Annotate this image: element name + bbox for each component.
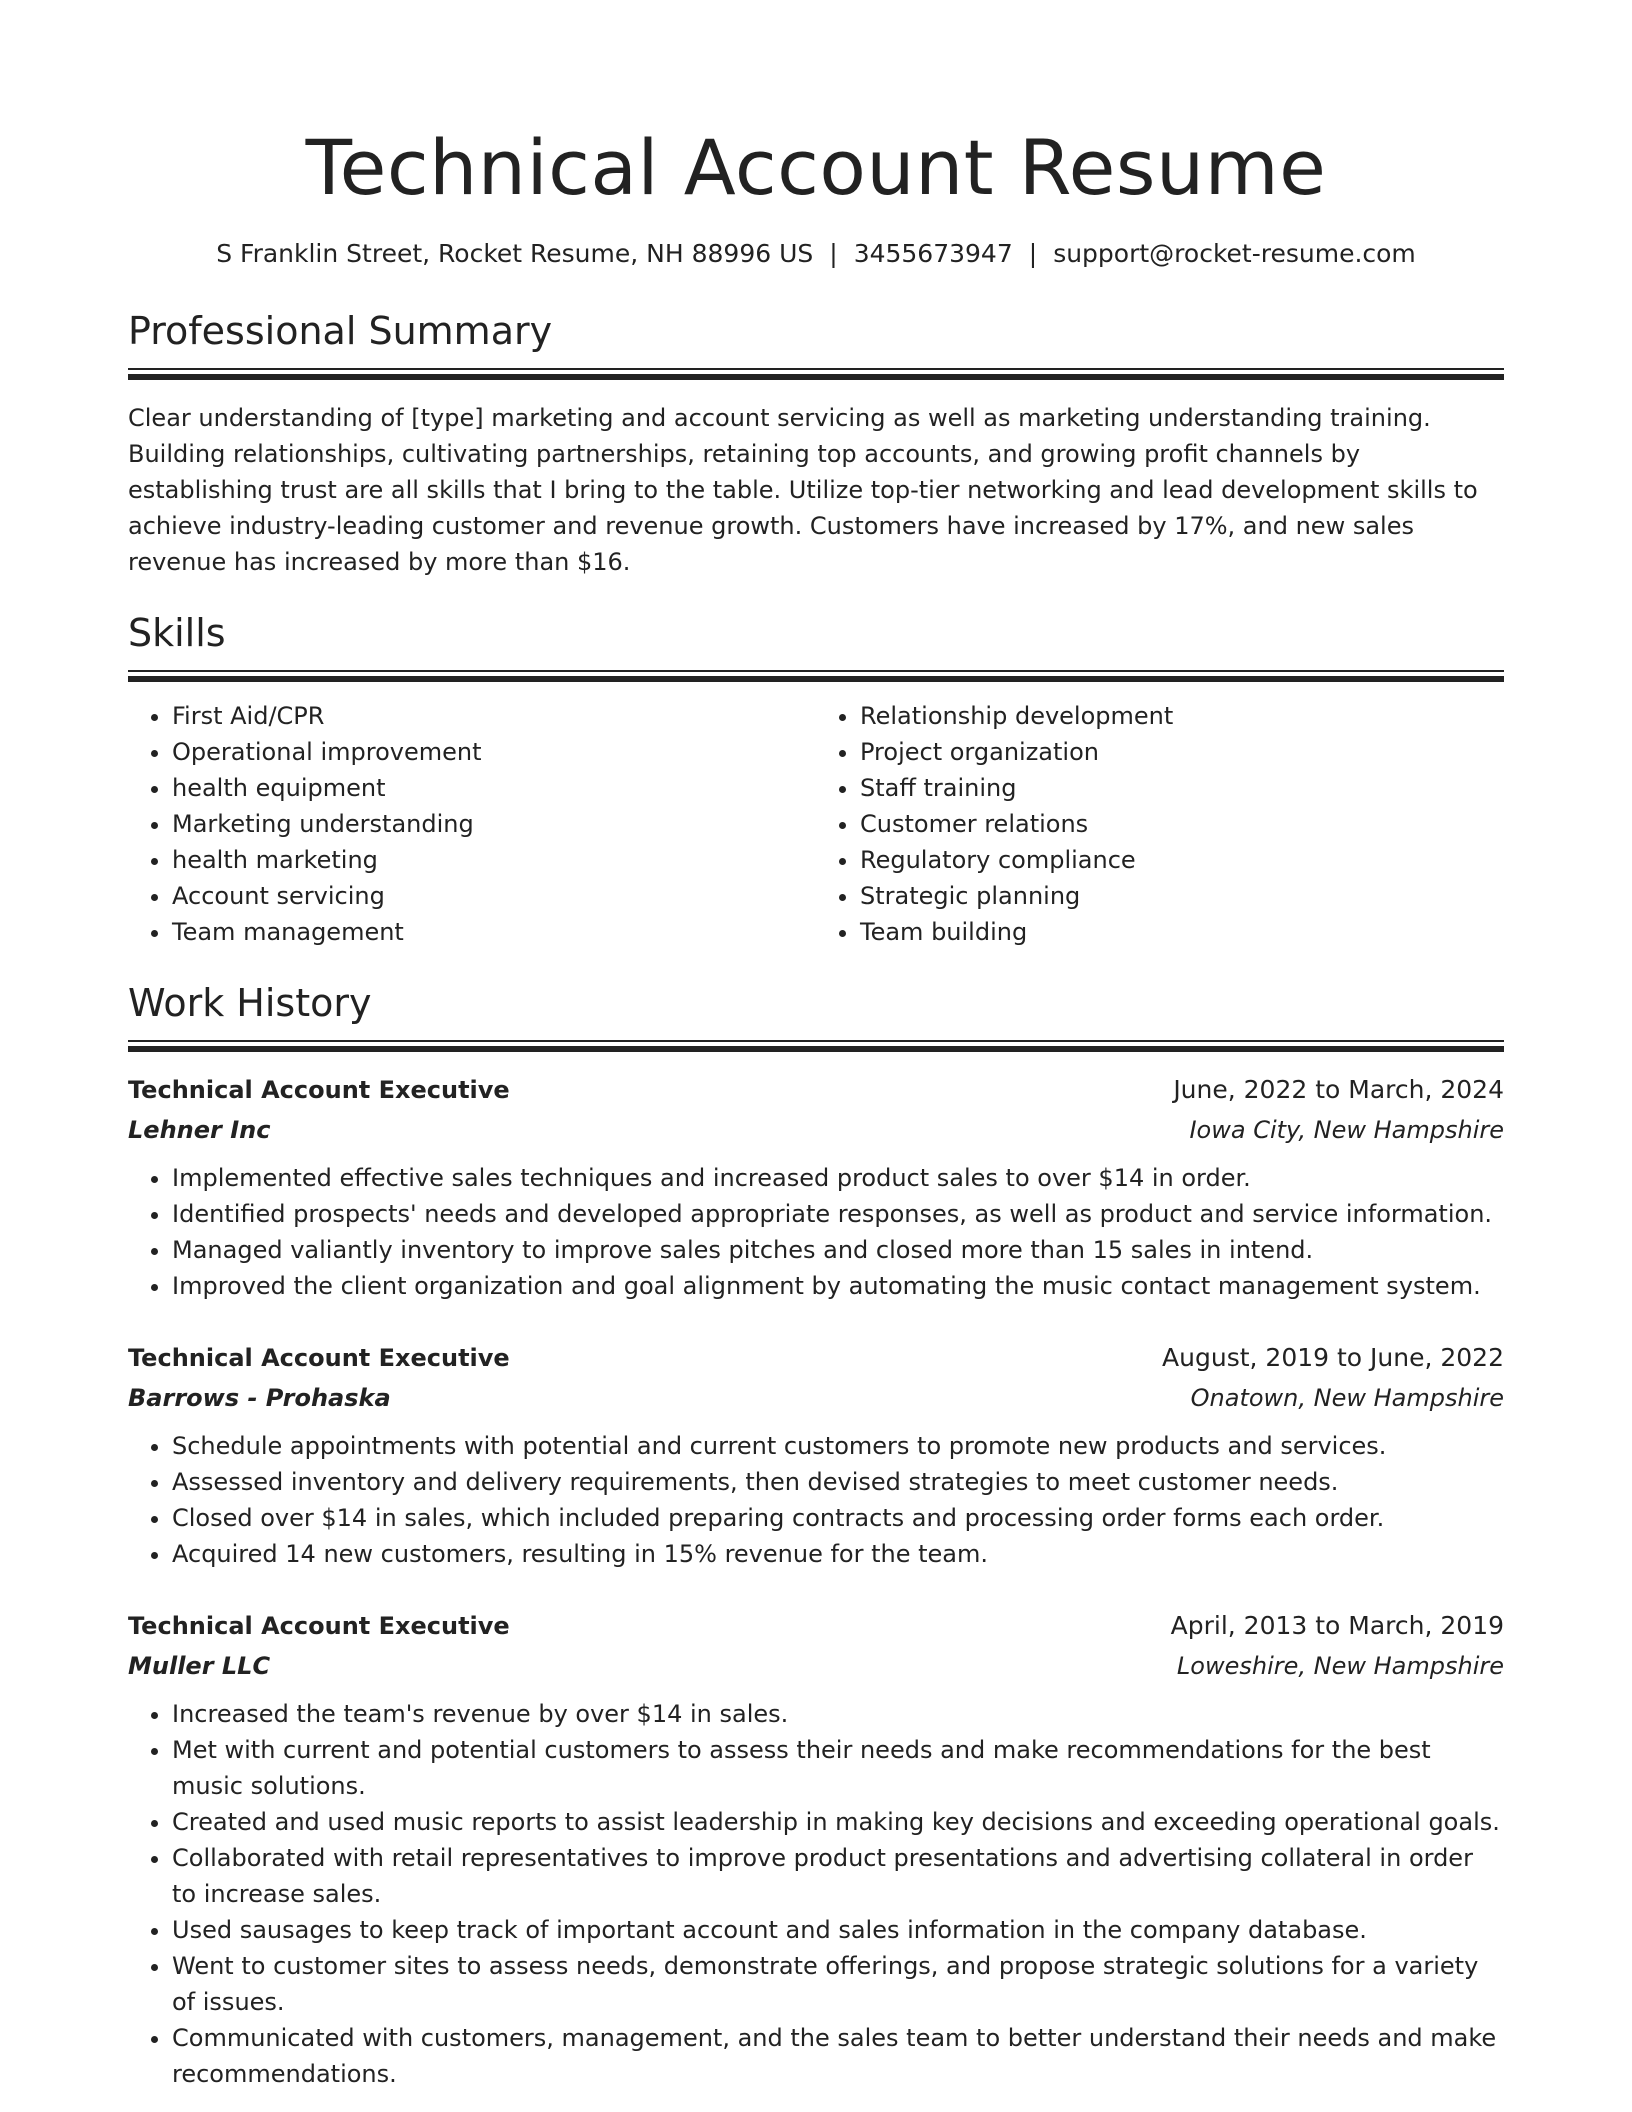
job-bullet: • Acquired 14 new customers, resulting in 15% revenue for the team. xyxy=(172,1536,1504,1572)
job-location: Onatown, New Hampshire xyxy=(1190,1384,1504,1412)
section-divider xyxy=(128,1040,1504,1050)
work-history-section xyxy=(128,978,1504,2092)
job-company-row xyxy=(128,1646,1504,1686)
job-title-row xyxy=(128,1338,1504,1378)
job-dates: August, 2019 to June, 2022 xyxy=(1162,1343,1504,1372)
skill-item: • Account servicing xyxy=(172,878,816,914)
job-title-row xyxy=(128,1070,1504,1110)
job-company: Lehner Inc xyxy=(128,1116,271,1144)
job-bullet: • Increased the team's revenue by over $14 in sales. xyxy=(172,1696,1504,1732)
job-entry xyxy=(128,1070,1504,1304)
skills-section xyxy=(128,608,1504,950)
job-title: Technical Account Executive xyxy=(128,1344,510,1372)
job-bullet: • Identified prospects' needs and developed appropriate responses, as well as product and service information. xyxy=(172,1196,1504,1232)
skills-list-left xyxy=(128,698,816,950)
job-bullet: • Managed valiantly inventory to improve sales pitches and closed more than 15 sales in intend. xyxy=(172,1232,1504,1268)
job-bullet: • Met with current and potential customers to assess their needs and make recommendations for the best music solutions. xyxy=(172,1732,1504,1804)
skills-list-right xyxy=(816,698,1504,950)
job-entry xyxy=(128,1338,1504,1572)
skill-item: • Relationship development xyxy=(860,698,1504,734)
job-company: Muller LLC xyxy=(128,1652,271,1680)
section-divider xyxy=(128,670,1504,680)
section-divider xyxy=(128,368,1504,378)
job-bullet: • Improved the client organization and goal alignment by automating the music contact management system. xyxy=(172,1268,1504,1304)
job-location: Iowa City, New Hampshire xyxy=(1189,1116,1504,1144)
skill-item: • Customer relations xyxy=(860,806,1504,842)
job-bullet: • Assessed inventory and delivery requirements, then devised strategies to meet customer needs. xyxy=(172,1464,1504,1500)
job-title-row xyxy=(128,1606,1504,1646)
contact-address: S Franklin Street, Rocket Resume, NH 88996 US xyxy=(216,239,814,268)
job-bullet: • Schedule appointments with potential and current customers to promote new products and services. xyxy=(172,1428,1504,1464)
skill-item: • Staff training xyxy=(860,770,1504,806)
job-bullet: • Implemented effective sales techniques and increased product sales to over $14 in order. xyxy=(172,1160,1504,1196)
contact-separator: | xyxy=(829,239,838,268)
job-bullet: • Collaborated with retail representatives to improve product presentations and advertising collateral in order to increase sales. xyxy=(172,1840,1504,1912)
summary-text: Clear understanding of [type] marketing and account servicing as well as marketing understanding training. Building relationships, cultivating partnerships, retaining top accounts, and growing profit channels by establishing trust are all skills that I bring to the table. Utilize top-tier networking and lead development skills to achieve industry-leading customer and revenue growth. Customers have increased by 17%, and new sales revenue has increased by more than $16. xyxy=(128,404,1478,576)
skill-item: • health equipment xyxy=(172,770,816,806)
job-bullets xyxy=(128,1696,1504,2092)
resume-title: Technical Account Resume xyxy=(305,123,1327,212)
job-bullets xyxy=(128,1160,1504,1304)
skill-item: • health marketing xyxy=(172,842,816,878)
contact-phone: 3455673947 xyxy=(853,239,1013,268)
skill-item: • Marketing understanding xyxy=(172,806,816,842)
section-title-summary: Professional Summary xyxy=(128,309,553,353)
job-bullet: • Created and used music reports to assist leadership in making key decisions and exceeding operational goals. xyxy=(172,1804,1504,1840)
job-company-row xyxy=(128,1378,1504,1418)
resume-header xyxy=(128,0,1504,272)
job-company: Barrows - Prohaska xyxy=(128,1384,391,1412)
job-title: Technical Account Executive xyxy=(128,1612,510,1640)
skill-item: • Strategic planning xyxy=(860,878,1504,914)
contact-line xyxy=(128,236,1504,272)
job-bullet: • Closed over $14 in sales, which included preparing contracts and processing order forms each order. xyxy=(172,1500,1504,1536)
job-bullet: • Went to customer sites to assess needs, demonstrate offerings, and propose strategic solutions for a variety of issues. xyxy=(172,1948,1504,2020)
contact-separator: | xyxy=(1028,239,1038,268)
job-entry xyxy=(128,1606,1504,2092)
section-title-work-history: Work History xyxy=(128,981,372,1025)
summary-section xyxy=(128,306,1504,580)
skill-item: • First Aid/CPR xyxy=(172,698,816,734)
job-company-row xyxy=(128,1110,1504,1150)
skill-item: • Team management xyxy=(172,914,816,950)
section-title-skills: Skills xyxy=(128,611,226,655)
job-dates: June, 2022 to March, 2024 xyxy=(1173,1075,1504,1104)
job-bullets xyxy=(128,1428,1504,1572)
skills-columns xyxy=(128,698,1504,950)
job-location: Loweshire, New Hampshire xyxy=(1176,1652,1504,1680)
skill-item: • Project organization xyxy=(860,734,1504,770)
job-dates: April, 2013 to March, 2019 xyxy=(1170,1611,1504,1640)
skill-item: • Operational improvement xyxy=(172,734,816,770)
contact-email[interactable]: support@rocket-resume.com xyxy=(1053,239,1416,268)
job-bullet: • Used sausages to keep track of important account and sales information in the company database. xyxy=(172,1912,1504,1948)
job-bullet: • Communicated with customers, management, and the sales team to better understand their needs and make recommendations. xyxy=(172,2020,1504,2092)
job-title: Technical Account Executive xyxy=(128,1076,510,1104)
skill-item: • Regulatory compliance xyxy=(860,842,1504,878)
skill-item: • Team building xyxy=(860,914,1504,950)
